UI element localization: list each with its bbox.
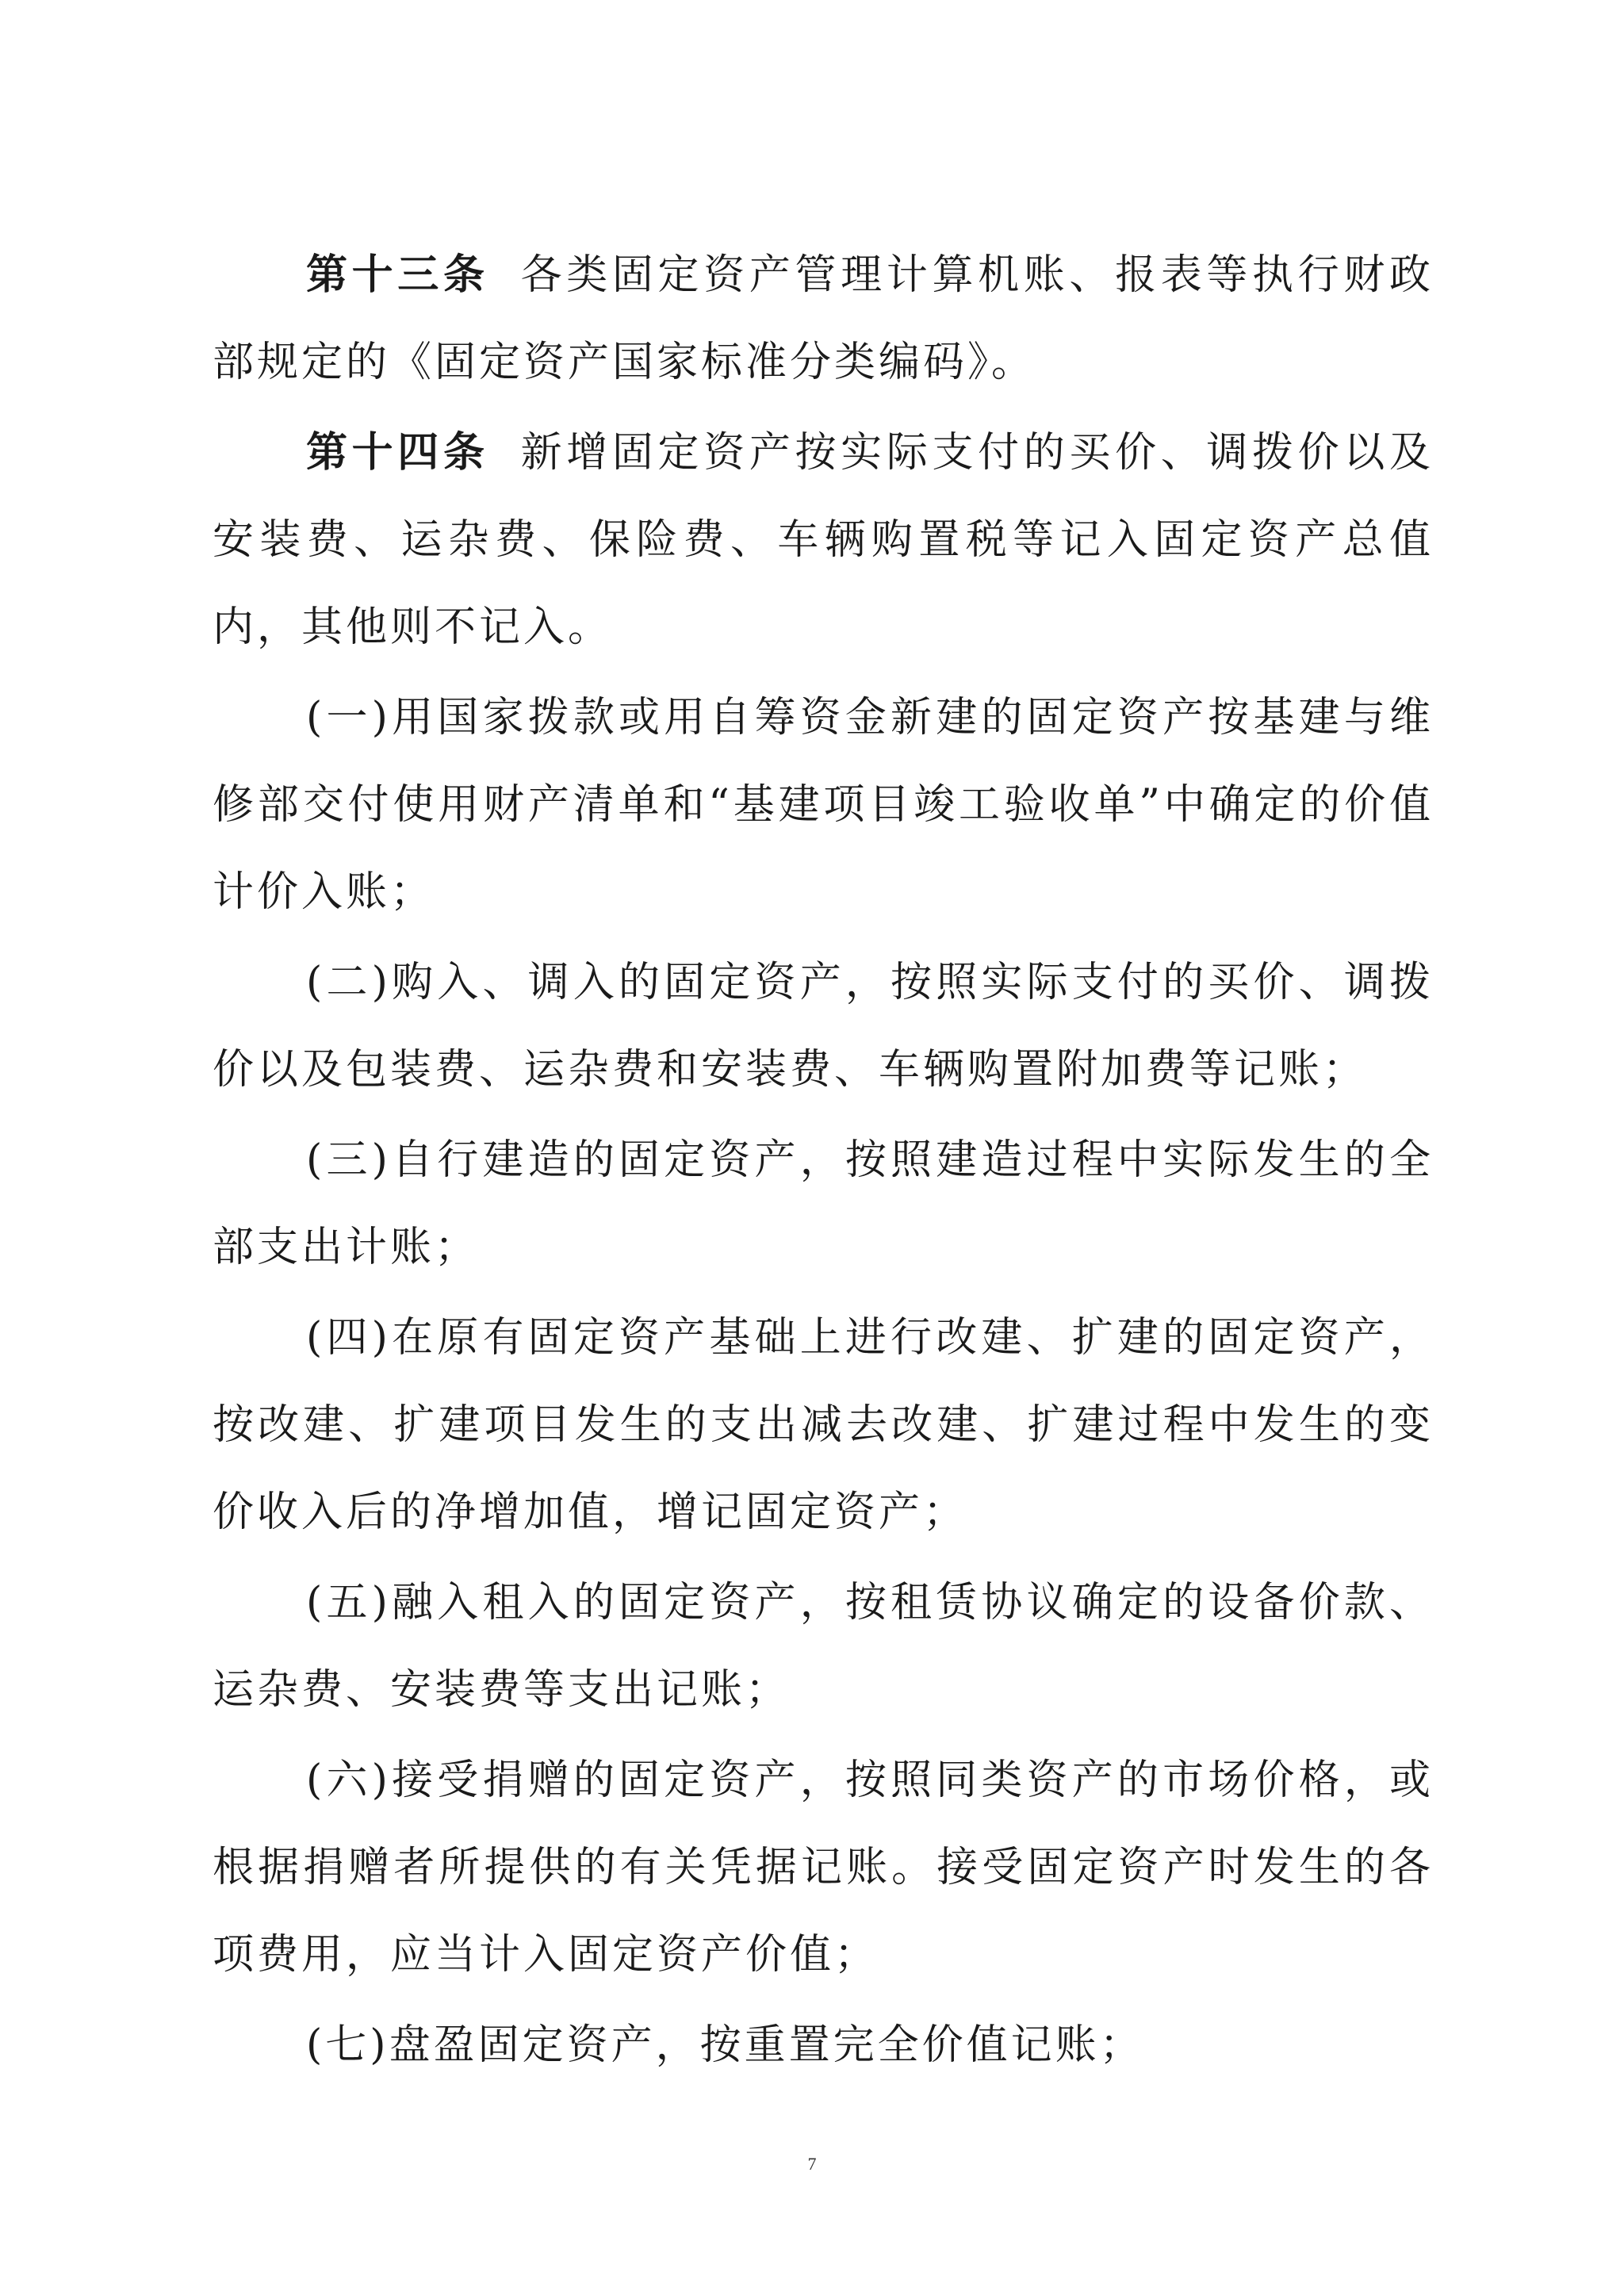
list-item-2: (二)购入、调入的固定资产，按照实际支付的买价、调拨价以及包装费、运杂费和安装费、车辆购置附加费等记账； bbox=[213, 959, 1434, 1094]
list-item-6: (六)接受捐赠的固定资产，按照同类资产的市场价格，或根据捐赠者所提供的有关凭据记账。接受固定资产时发生的各项费用，应当计入固定资产价值； bbox=[213, 1757, 1434, 1979]
article-14-label: 第十四条 bbox=[306, 428, 489, 477]
list-item-4: (四)在原有固定资产基础上进行改建、扩建的固定资产，按改建、扩建项目发生的支出减去改建、扩建过程中发生的变价收入后的净增加值，增记固定资产； bbox=[213, 1314, 1434, 1536]
list-item-5: (五)融入租入的固定资产，按租赁协议确定的设备价款、运杂费、安装费等支出记账； bbox=[213, 1579, 1434, 1714]
list-item-3: (三)自行建造的固定资产，按照建造过程中实际发生的全部支出计账； bbox=[213, 1136, 1434, 1271]
list-item-7: (七)盘盈固定资产，按重置完全价值记账； bbox=[306, 2021, 1144, 2069]
page-number: 7 bbox=[807, 2154, 817, 2174]
document-body bbox=[213, 232, 1434, 2092]
article-13-label: 第十三条 bbox=[306, 251, 489, 299]
list-item-1: (一)用国家拨款或用自筹资金新建的固定资产按基建与维修部交付使用财产清单和“基建项目竣工验收单”中确定的价值计价入账； bbox=[213, 694, 1434, 916]
article-14 bbox=[213, 409, 1434, 671]
article-13-text: 各类固定资产管理计算机账、报表等执行财政部规定的《固定资产国家标准分类编码》。 bbox=[213, 251, 1434, 386]
article-13 bbox=[213, 232, 1434, 406]
article-14-text: 新增固定资产按实际支付的买价、调拨价以及安装费、运杂费、保险费、车辆购置税等记入固定资产总值内，其他则不记入。 bbox=[213, 429, 1434, 651]
